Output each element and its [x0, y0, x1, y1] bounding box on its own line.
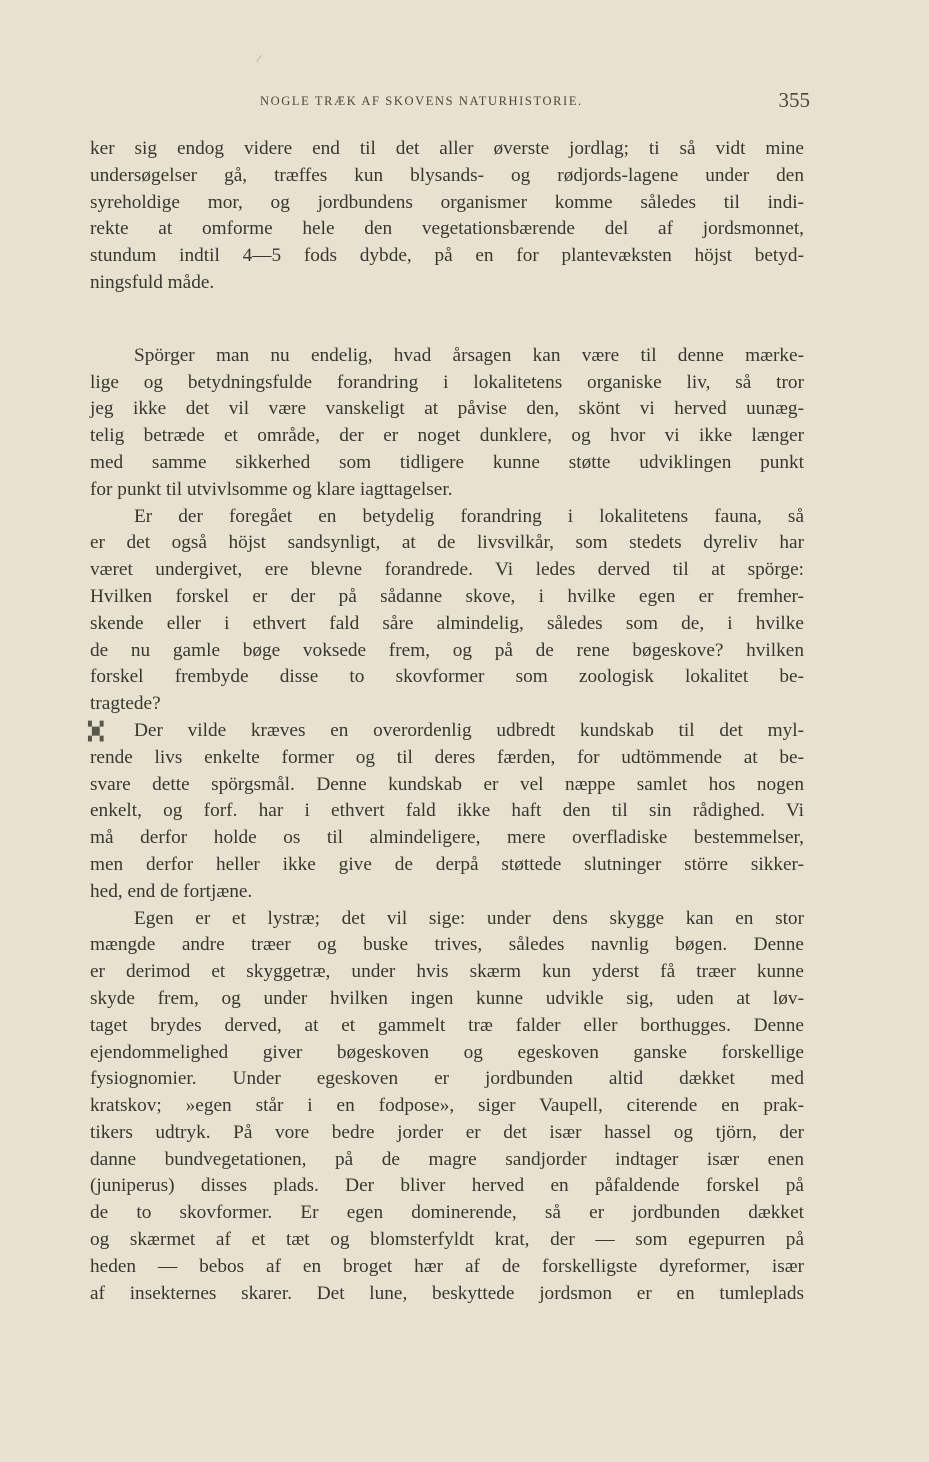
header-title: NOGLE TRÆK AF SKOVENS NATURHISTORIE.	[260, 94, 583, 108]
body-text	[90, 136, 804, 1307]
text-line: Er der foregået en betydelig forandring i lokalitetens fauna, så	[134, 505, 804, 527]
text-line: svare dette spörgsmål. Denne kundskab er vel næppe samlet hos nogen	[90, 773, 804, 795]
paragraph-gap	[90, 297, 804, 343]
text-line: Der vilde kræves en overordenlig udbredt kundskab til det myl-	[134, 719, 804, 741]
text-line: Egen er et lystræ; det vil sige: under dens skygge kan en stor	[134, 907, 804, 929]
text-line: de to skovformer. Er egen dominerende, så er jordbunden dækket	[90, 1202, 804, 1224]
text-line: med samme sikkerhed som tidligere kunne støtte udviklingen punkt	[90, 451, 804, 473]
text-line: danne bundvegetationen, på de magre sandjorder indtager især enen	[90, 1148, 804, 1170]
text-line: mængde andre træer og buske trives, således navnlig bøgen. Denne	[90, 934, 804, 956]
text-line: hed, end de fortjæne.	[90, 880, 253, 902]
text-line: enkelt, og forf. har i ethvert fald ikke haft den til sin rådighed. Vi	[90, 800, 804, 822]
text-line: af insekternes skarer. Det lune, beskyttede jordsmon er en tumleplads	[90, 1282, 804, 1304]
text-line: syreholdige mor, og jordbundens organismer komme således til indi-	[90, 191, 804, 213]
text-line: fysiognomier. Under egeskoven er jordbunden altid dækket med	[90, 1068, 804, 1090]
page-number: 355	[778, 88, 810, 112]
text-line: ningsfuld måde.	[90, 271, 215, 293]
text-line: kratskov; »egen står i en fodpose», siger Vaupell, citerende en prak-	[90, 1095, 804, 1117]
text-line: er det også höjst sandsynligt, at de livsvilkår, som stedets dyreliv har	[90, 532, 804, 554]
text-line: stundum indtil 4—5 fods dybde, på en for plantevæksten höjst betyd-	[90, 245, 804, 267]
text-line: skyde frem, og under hvilken ingen kunne udvikle sig, uden at løv-	[90, 987, 804, 1009]
text-line: tragtede?	[90, 693, 161, 715]
text-line: må derfor holde os til almindeligere, mere overfladiske bestemmelser,	[90, 827, 804, 849]
pencil-mark	[256, 55, 262, 62]
text-line: Hvilken forskel er der på sådanne skove, i hvilke egen er fremher-	[90, 585, 804, 607]
text-line: været undergivet, ere blevne forandrede. Vi ledes derved til at spörge:	[90, 559, 804, 581]
text-line: men derfor heller ikke give de derpå støttede slutninger större sikker-	[90, 853, 804, 875]
text-line: (juniperus) disses plads. Der bliver herved en påfaldende forskel på	[90, 1175, 804, 1197]
text-line: heden — bebos af en broget hær af de forskelligste dyreformer, især	[90, 1255, 804, 1277]
margin-annotation-icon: ▚▞ ▞▚	[88, 721, 104, 742]
text-line: jeg ikke det vil være vanskeligt at påvise den, skönt vi herved uunæg-	[90, 398, 804, 420]
text-line: lige og betydningsfulde forandring i lokalitetens organiske liv, så tror	[90, 371, 804, 393]
text-line: og skærmet af et tæt og blomsterfyldt krat, der — som egepurren på	[90, 1229, 804, 1251]
text-line: tikers udtryk. På vore bedre jorder er det især hassel og tjörn, der	[90, 1121, 804, 1143]
text-line: Spörger man nu endelig, hvad årsagen kan være til denne mærke-	[134, 344, 804, 366]
text-line: skende eller i ethvert fald såre almindelig, således som de, i hvilke	[90, 612, 804, 634]
text-line: for punkt til utvivlsomme og klare iagttagelser.	[90, 478, 453, 500]
text-line: er derimod et skyggetræ, under hvis skærm kun yderst få træer kunne	[90, 961, 804, 983]
text-line: rekte at omforme hele den vegetationsbærende del af jordsmonnet,	[90, 218, 804, 240]
text-line: ejendommelighed giver bøgeskoven og egeskoven ganske forskellige	[90, 1041, 804, 1063]
running-head	[90, 88, 810, 118]
text-line: telig betræde et område, der er noget dunklere, og hvor vi ikke længer	[90, 425, 804, 447]
text-line: undersøgelser gå, træffes kun blysands- og rødjords-lagene under den	[90, 164, 804, 186]
text-line: forskel frembyde disse to skovformer som zoologisk lokalitet be-	[90, 666, 804, 688]
marked-line	[90, 718, 804, 745]
text-line: rende livs enkelte former og til deres færden, for udtömmende at be-	[90, 746, 804, 768]
text-line: taget brydes derved, at et gammelt træ falder eller borthugges. Denne	[90, 1014, 804, 1036]
text-line: ker sig endog videre end til det aller øverste jordlag; ti så vidt mine	[90, 138, 804, 159]
text-line: de nu gamle bøge voksede frem, og på de rene bøgeskove? hvilken	[90, 639, 804, 661]
